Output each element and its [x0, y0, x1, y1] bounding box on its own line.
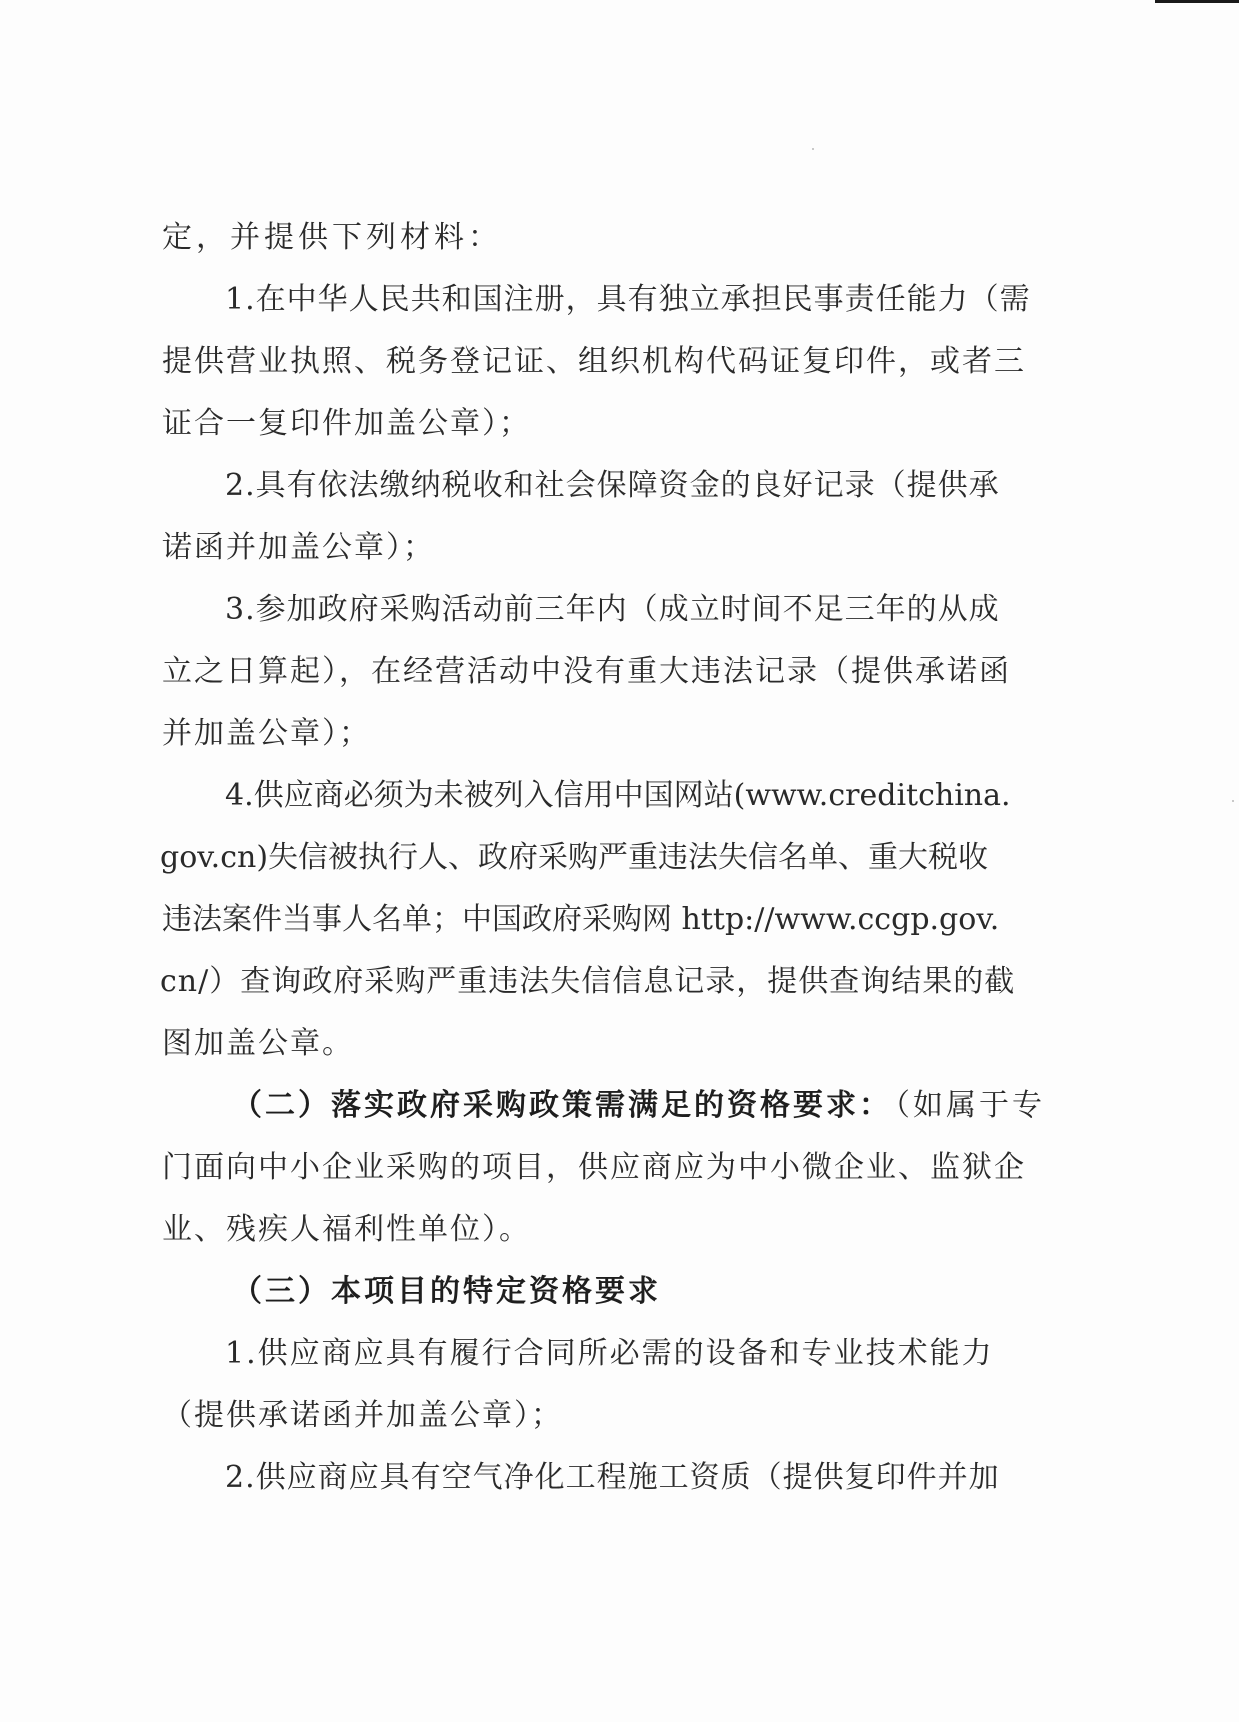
- text-line-05: 2.具有依法缴纳税收和社会保障资金的良好记录（提供承: [225, 468, 1000, 503]
- text-line-07: 3.参加政府采购活动前三年内（成立时间不足三年的从成: [225, 592, 1000, 627]
- text-line-11: gov.cn)失信被执行人、政府采购严重违法失信名单、重大税收: [160, 840, 989, 875]
- text-line-19: 1.供应商应具有履行合同所必需的设备和专业技术能力: [225, 1336, 994, 1371]
- text-line-12: 违法案件当事人名单；中国政府采购网 http://www.ccgp.gov.: [162, 902, 1000, 937]
- text-line-13: cn/）查询政府采购严重违法失信信息记录，提供查询结果的截: [160, 964, 1016, 999]
- scan-speck: [812, 148, 814, 150]
- section-heading-3: （三）本项目的特定资格要求: [232, 1274, 661, 1309]
- scan-speck: [1232, 800, 1234, 802]
- text-line-15-cont: （如属于专: [880, 1088, 1045, 1123]
- text-line-06: 诺函并加盖公章）；: [162, 530, 435, 565]
- text-line-08: 立之日算起），在经营活动中没有重大违法记录（提供承诺函: [162, 654, 1011, 689]
- text-line-17: 业、残疾人福利性单位）。: [162, 1212, 531, 1247]
- text-line-20: （提供承诺函并加盖公章）；: [162, 1398, 563, 1433]
- text-line-10: 4.供应商必须为未被列入信用中国网站(www.creditchina.: [225, 778, 1011, 813]
- text-line-01: 定，并提供下列材料：: [162, 220, 502, 255]
- text-line-02: 1.在中华人民共和国注册，具有独立承担民事责任能力（需: [225, 282, 1031, 317]
- top-edge-rule: [1155, 0, 1239, 3]
- section-heading-2: （二）落实政府采购政策需满足的资格要求：: [232, 1088, 892, 1123]
- text-line-21: 2.供应商应具有空气净化工程施工资质（提供复印件并加: [225, 1460, 1000, 1495]
- text-line-09: 并加盖公章）；: [162, 716, 371, 751]
- text-line-14: 图加盖公章。: [162, 1026, 354, 1061]
- text-line-03: 提供营业执照、税务登记证、组织机构代码证复印件，或者三: [162, 344, 1026, 379]
- text-line-16: 门面向中小企业采购的项目，供应商应为中小微企业、监狱企: [162, 1150, 1026, 1185]
- text-line-04: 证合一复印件加盖公章）；: [162, 406, 531, 441]
